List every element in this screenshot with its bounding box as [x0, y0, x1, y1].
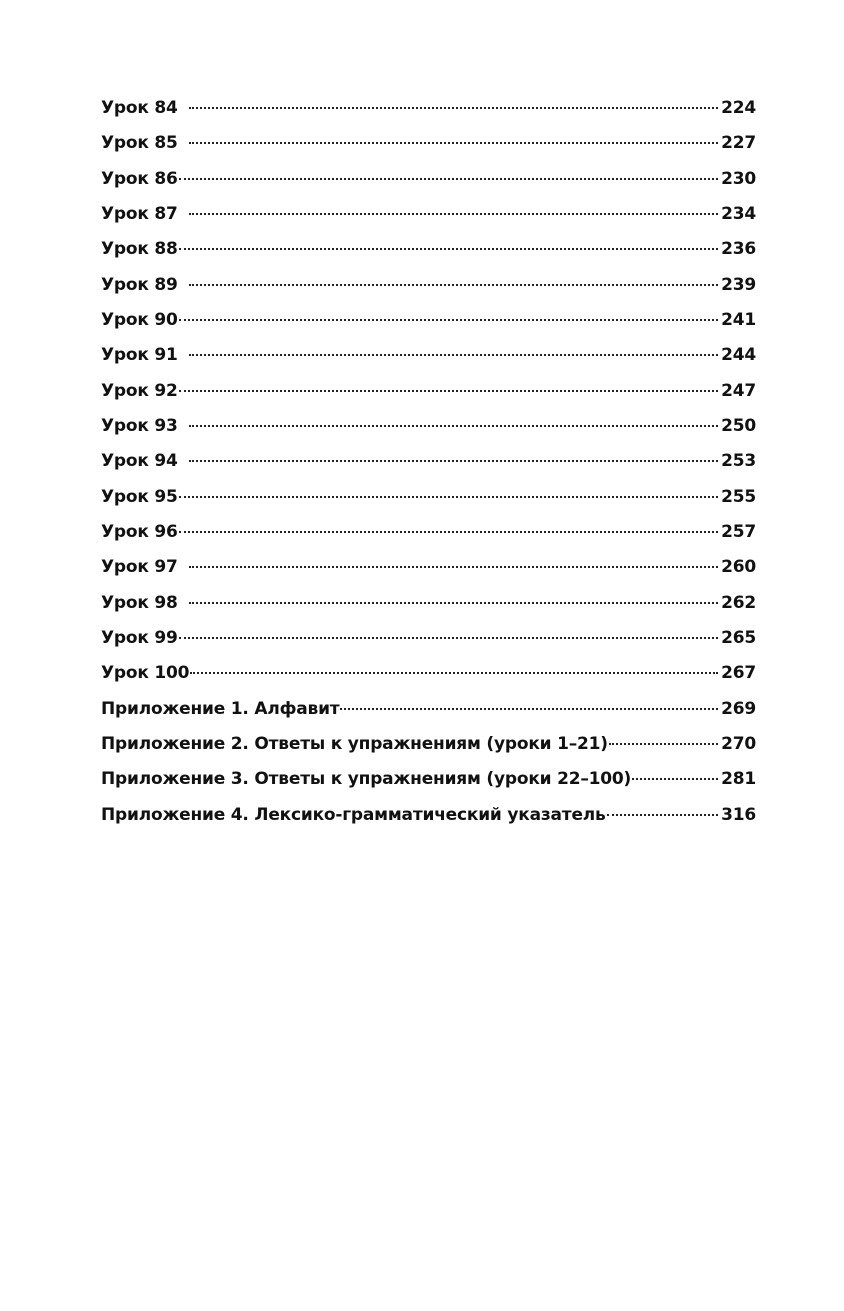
- toc-entry[interactable]: [101, 656, 756, 691]
- toc-entry-page: 236: [721, 239, 756, 260]
- toc-entry-page: 260: [721, 557, 756, 578]
- toc-entry-page: 267: [721, 663, 756, 684]
- toc-entry-title: Урок 92: [101, 380, 178, 401]
- toc-entry[interactable]: [101, 586, 756, 621]
- toc-dot-leader: [179, 530, 718, 533]
- toc-entry[interactable]: [101, 409, 756, 444]
- toc-entry-title: Приложение 1. Алфавит: [101, 698, 340, 719]
- toc-dot-leader: [179, 177, 718, 180]
- toc-entry[interactable]: [101, 515, 756, 550]
- toc-dot-leader: [607, 813, 719, 816]
- toc-entry-title: Урок 98: [101, 592, 178, 613]
- toc-entry-title: Урок 84: [101, 98, 178, 118]
- toc-dot-leader: [340, 707, 718, 710]
- toc-dot-leader: [179, 318, 718, 321]
- toc-entry[interactable]: [101, 374, 756, 409]
- toc-entry[interactable]: [101, 621, 756, 656]
- toc-entry-title: Урок 94: [101, 451, 178, 472]
- toc-entry-page: 255: [721, 486, 756, 507]
- toc-entry[interactable]: [101, 550, 756, 585]
- toc-entry[interactable]: [101, 798, 756, 833]
- toc-dot-leader: [189, 565, 718, 568]
- toc-entry[interactable]: [101, 338, 756, 373]
- toc-entry-page: 265: [721, 627, 756, 648]
- toc-entry-title: Урок 86: [101, 168, 178, 189]
- toc-entry-page: 234: [721, 203, 756, 224]
- toc-entry[interactable]: [101, 727, 756, 762]
- toc-entry-page: 241: [721, 309, 756, 330]
- toc-dot-leader: [190, 671, 718, 674]
- toc-dot-leader: [179, 247, 718, 250]
- toc-entry-title: Приложение 2. Ответы к упражнениям (уроки 1–21): [101, 733, 608, 754]
- toc-entry-title: Урок 93: [101, 415, 178, 436]
- toc-entry-title: Урок 90: [101, 309, 178, 330]
- toc-dot-leader: [189, 353, 718, 356]
- toc-entry-title: Урок 96: [101, 521, 178, 542]
- toc-entry-page: 269: [721, 698, 756, 719]
- toc-entry-title: Урок 88: [101, 239, 178, 260]
- toc-entry-title: Урок 95: [101, 486, 178, 507]
- toc-entry[interactable]: [101, 126, 756, 161]
- toc-entry[interactable]: [101, 692, 756, 727]
- toc-entry-page: 281: [721, 769, 756, 790]
- toc-entry-page: 244: [721, 345, 756, 366]
- toc-entry-page: 239: [721, 274, 756, 295]
- toc-entry-page: 257: [721, 521, 756, 542]
- toc-entry-title: Урок 85: [101, 133, 178, 154]
- toc-dot-leader: [189, 212, 718, 215]
- toc-entry[interactable]: [101, 762, 756, 797]
- toc-entry-title: Урок 100: [101, 663, 190, 684]
- toc-entry-page: 247: [721, 380, 756, 401]
- toc-dot-leader: [179, 636, 718, 639]
- toc-entry-title: Урок 97: [101, 557, 178, 578]
- toc-entry-title: Урок 99: [101, 627, 178, 648]
- toc-dot-leader: [609, 742, 718, 745]
- toc-entry[interactable]: [101, 232, 756, 267]
- toc-entry-page: 262: [721, 592, 756, 613]
- toc-entry[interactable]: [101, 480, 756, 515]
- toc-entry-title: Приложение 3. Ответы к упражнениям (уроки 22–100): [101, 769, 632, 790]
- toc-entry-page: 230: [721, 168, 756, 189]
- toc-entry-page: 227: [721, 133, 756, 154]
- toc-dot-leader: [189, 424, 718, 427]
- toc-entry[interactable]: [101, 197, 756, 232]
- toc-entry-title: Приложение 4. Лексико-грамматический указатель: [101, 804, 606, 825]
- toc-entry[interactable]: [101, 268, 756, 303]
- toc-dot-leader: [179, 495, 718, 498]
- toc-dot-leader: [189, 283, 718, 286]
- toc-entry-page: 270: [721, 733, 756, 754]
- toc-entry-page: 316: [721, 804, 756, 825]
- toc-entry-page: 253: [721, 451, 756, 472]
- toc-dot-leader: [632, 777, 718, 780]
- toc-dot-leader: [189, 459, 718, 462]
- toc-dot-leader: [189, 106, 718, 109]
- toc-entry-page: 224: [721, 98, 756, 118]
- toc-entry-page: 250: [721, 415, 756, 436]
- table-of-contents: [101, 91, 756, 833]
- toc-entry[interactable]: [101, 91, 756, 126]
- toc-entry[interactable]: [101, 303, 756, 338]
- toc-dot-leader: [189, 601, 718, 604]
- toc-entry[interactable]: [101, 162, 756, 197]
- toc-entry[interactable]: [101, 444, 756, 479]
- toc-dot-leader: [189, 141, 718, 144]
- toc-dot-leader: [179, 389, 718, 392]
- toc-entry-title: Урок 87: [101, 203, 178, 224]
- toc-entry-title: Урок 91: [101, 345, 178, 366]
- toc-entry-title: Урок 89: [101, 274, 178, 295]
